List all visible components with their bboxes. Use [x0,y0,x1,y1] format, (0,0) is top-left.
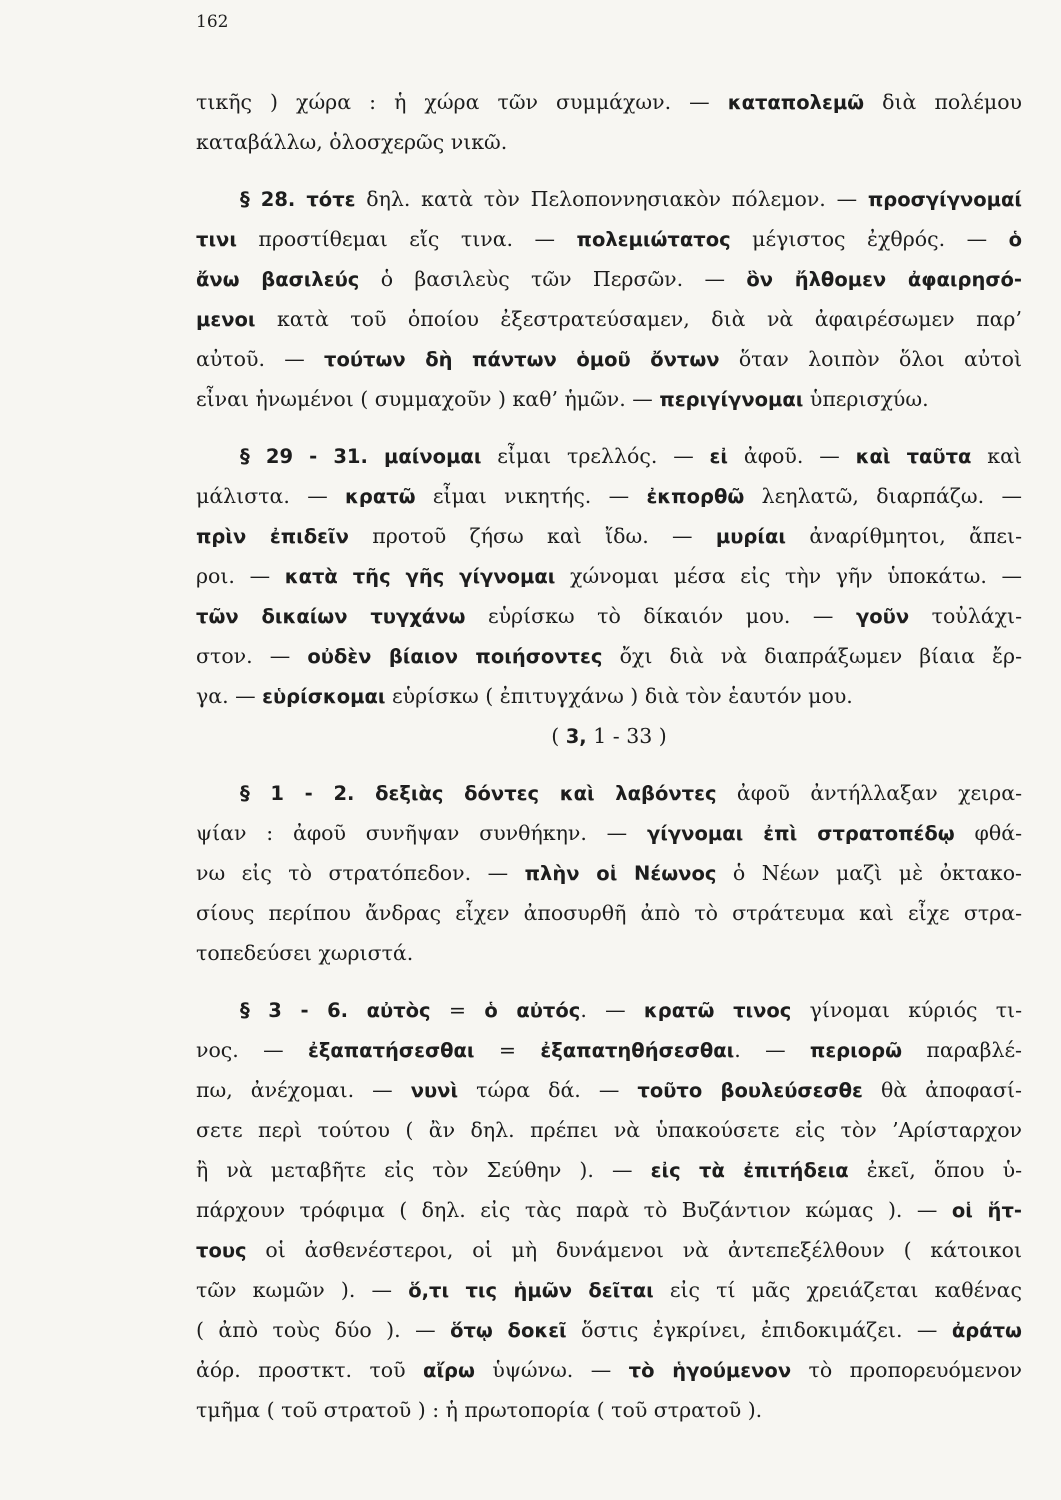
gloss: ροι. — [196,564,285,588]
text-line [196,1070,1022,1110]
chapter-reference [196,716,1022,756]
lemma: § 28. [240,188,307,211]
text-line [196,1350,1022,1390]
gloss: = [430,998,485,1022]
text-line [196,379,1022,419]
text-line [196,990,1022,1030]
gloss: φθά- [954,821,1023,845]
gloss: σετε περὶ τούτου ( ἂν δηλ. πρέπει νὰ ὑπακούσετε εἰς τὸν ’Αρίσταρχον [196,1118,1022,1142]
gloss: εἰς τί μᾶς χρειάζεται καθένας [653,1278,1022,1302]
lemma: εἰ [709,445,728,468]
lemma: τῶν δικαίων τυγχάνω [196,605,466,628]
lemma: οὐδὲν βίαιον ποιήσοντες [307,645,603,668]
gloss: ὑψώνω. — [474,1358,629,1382]
gloss: καταβάλλω, ὁλοσχερῶς νικῶ. [196,130,508,154]
gloss: = [474,1038,541,1062]
gloss: . — [580,998,644,1022]
text-line [196,596,1022,636]
gloss: διὰ πολέμου [864,90,1022,114]
text-line [196,1030,1022,1070]
lemma: ἐξαπατήσεσθαι [307,1039,475,1062]
lemma: αὐτὸς [366,999,431,1022]
lemma: ὃν ἤλθομεν ἀφαιρησό- [746,268,1023,291]
text-line [196,813,1022,853]
paragraph-gap [196,756,1022,773]
text-line [196,436,1022,476]
lemma: μαίνομαι [384,445,482,468]
gloss: σίους περίπου ἄνδρας εἶχεν ἀποσυρθῆ ἀπὸ τὸ στράτευμα καὶ εἶχε στρα- [196,901,1022,925]
lemma: πρὶν ἐπιδεῖν [196,525,349,548]
text-line [196,476,1022,516]
gloss: εἶναι ἡνωμένοι ( συμμαχοῦν ) καθ’ ἡμῶν. — [196,387,660,411]
lemma: εἰς τὰ ἐπιτήδεια [650,1159,849,1182]
lemma: ὅτῳ δοκεῖ [450,1319,567,1342]
gloss: ἀόρ. προστκτ. τοῦ [196,1358,424,1382]
text-line [196,893,1022,933]
page-number: 162 [196,12,229,32]
gloss: . — [734,1038,810,1062]
gloss: θὰ ἀποφασί- [862,1078,1022,1102]
text-line [196,636,1022,676]
gloss: τοπεδεύσει χωριστά. [196,941,414,965]
text-line [196,1150,1022,1190]
lemma: μυρίαι [715,525,786,548]
lemma: δεξιὰς δόντες καὶ λαβόντες [375,782,717,805]
lemma: αἴρω [423,1359,475,1382]
gloss: νω εἰς τὸ στρατόπεδον. — [196,861,525,885]
lemma: κρατῶ τινος [643,999,792,1022]
gloss: λεηλατῶ, διαρπάζω. — [744,484,1022,508]
paragraph-gap [196,162,1022,179]
gloss: ὄχι διὰ νὰ διαπράξωμεν βίαια ἔρ- [602,644,1022,668]
text-line [196,339,1022,379]
gloss: παραβλέ- [902,1038,1022,1062]
gloss: τῶν κωμῶν ). — [196,1278,409,1302]
lemma: μενοι [196,308,256,331]
gloss: γίνομαι κύριός τι- [791,998,1023,1022]
gloss: οἱ ἀσθενέστεροι, οἱ μὴ δυνάμενοι νὰ ἀντεπεξέλθουν ( κάτοικοι [246,1238,1022,1262]
text-line [196,122,1022,162]
gloss: αὐτοῦ. — [196,347,324,371]
page-body [196,82,1022,1430]
text-line [196,219,1022,259]
gloss: ἐκεῖ, ὅπου ὑ- [848,1158,1022,1182]
lemma: ἀράτω [951,1319,1022,1342]
lemma: καὶ ταῦτα [855,445,972,468]
gloss: ψίαν : ἀφοῦ συνῆψαν συνθήκην. — [196,821,647,845]
lemma: καταπολεμῶ [727,91,865,114]
lemma: § 29 - 31. [240,445,385,468]
gloss: εἶμαι τρελλός. — [481,444,710,468]
lemma: κατὰ τῆς γῆς γίγνομαι [284,565,556,588]
text-line [196,773,1022,813]
text-line [196,1270,1022,1310]
gloss: μάλιστα. — [196,484,346,508]
lemma: περιγίγνομαι [659,388,804,411]
gloss: ( [551,724,566,748]
lemma: ἐξαπατηθήσεσθαι [540,1039,735,1062]
lemma: ὅ,τι τις ἡμῶν δεῖται [408,1279,654,1302]
gloss: τώρα δά. — [458,1078,638,1102]
text-line [196,676,1022,716]
gloss: ( ἀπὸ τοὺς δύο ). — [196,1318,451,1342]
lemma: 3, [565,725,587,748]
text-line [196,1310,1022,1350]
gloss: τὸ προπορευόμενον [791,1358,1023,1382]
gloss: τικῆς ) χώρα : ἡ χώρα τῶν συμμάχων. — [196,90,728,114]
text-line [196,1390,1022,1430]
lemma: § 3 - 6. [240,999,367,1022]
lemma: γοῦν [855,605,910,628]
lemma: γίγνομαι ἐπὶ στρατοπέδῳ [647,822,955,845]
gloss: καὶ [971,444,1022,468]
paragraph-gap [196,419,1022,436]
lemma: ὁ [1008,228,1022,251]
lemma: πλὴν οἱ Νέωνος [524,862,717,885]
lemma: οἱ ἥτ- [951,1199,1022,1222]
gloss: εἶμαι νικητής. — [415,484,647,508]
gloss: ἀφοῦ ἀντήλλαξαν χειρα- [716,781,1022,805]
text-line [196,933,1022,973]
text-line [196,853,1022,893]
lemma: ἐκπορθῶ [646,485,745,508]
gloss: προτοῦ ζήσω καὶ ἴδω. — [348,524,716,548]
text-line [196,1110,1022,1150]
text-line [196,556,1022,596]
text-line [196,259,1022,299]
gloss: νος. — [196,1038,308,1062]
gloss: στον. — [196,644,308,668]
lemma: τούτων δὴ πάντων ὁμοῦ ὄντων [324,348,720,371]
lemma: τότε [306,188,356,211]
gloss: χώνομαι μέσα εἰς τὴν γῆν ὑποκάτω. — [555,564,1022,588]
text-line [196,1190,1022,1230]
lemma: προσγίγνομαί [867,188,1022,211]
gloss: δηλ. κατὰ τὸν Πελοποννησιακὸν πόλεμον. — [355,187,868,211]
gloss: μέγιστος ἐχθρός. — [730,227,1009,251]
text-line [196,1230,1022,1270]
gloss: ὁ βασιλεὺς τῶν Περσῶν. — [359,267,747,291]
lemma: § 1 - 2. [240,782,376,805]
gloss: τμῆμα ( τοῦ στρατοῦ ) : ἡ πρωτοπορία ( τοῦ στρατοῦ ). [196,1398,763,1422]
gloss: 1 - 33 ) [586,724,667,748]
gloss: ἀφοῦ. — [728,444,856,468]
lemma: τοῦτο βουλεύσεσθε [637,1079,863,1102]
paragraph-gap [196,973,1022,990]
lemma: ὁ αὐτός [484,999,581,1022]
lemma: νυνὶ [410,1079,459,1102]
gloss: εὑρίσκω τὸ δίκαιόν μου. — [465,604,856,628]
text-line [196,82,1022,122]
gloss: γα. — [196,684,263,708]
gloss: ἀναρίθμητοι, ἄπει- [785,524,1023,548]
lemma: τους [196,1239,247,1262]
gloss: ὁ Νέων μαζὶ μὲ ὀκτακο- [716,861,1022,885]
lemma: τινι [196,228,237,251]
text-line [196,299,1022,339]
gloss: προστίθεμαι εἴς τινα. — [236,227,577,251]
gloss: ὅστις ἐγκρίνει, ἐπιδοκιμάζει. — [566,1318,952,1342]
lemma: ἄνω βασιλεύς [196,268,360,291]
text-line [196,516,1022,556]
lemma: πολεμιώτατος [576,228,731,251]
gloss: ἢ νὰ μεταβῆτε εἰς τὸν Σεύθην ). — [196,1158,651,1182]
lemma: περιορῶ [809,1039,903,1062]
gloss: κατὰ τοῦ ὁποίου ἐξεστρατεύσαμεν, διὰ νὰ ἀφαιρέσωμεν παρ’ [255,307,1022,331]
gloss: πάρχουν τρόφιμα ( δηλ. εἰς τὰς παρὰ τὸ Βυζάντιον κώμας ). — [196,1198,952,1222]
lemma: τὸ ἡγούμενον [628,1359,792,1382]
gloss: εὑρίσκω ( ἐπιτυγχάνω ) διὰ τὸν ἑαυτόν μου. [385,684,853,708]
gloss: πω, ἀνέχομαι. — [196,1078,411,1102]
text-line [196,179,1022,219]
gloss: ὑπερισχύω. [803,387,929,411]
lemma: κρατῶ [345,485,416,508]
gloss: ὅταν λοιπὸν ὅλοι αὐτοὶ [719,347,1022,371]
lemma: εὑρίσκομαι [262,685,386,708]
gloss: τοὐλάχι- [909,604,1022,628]
